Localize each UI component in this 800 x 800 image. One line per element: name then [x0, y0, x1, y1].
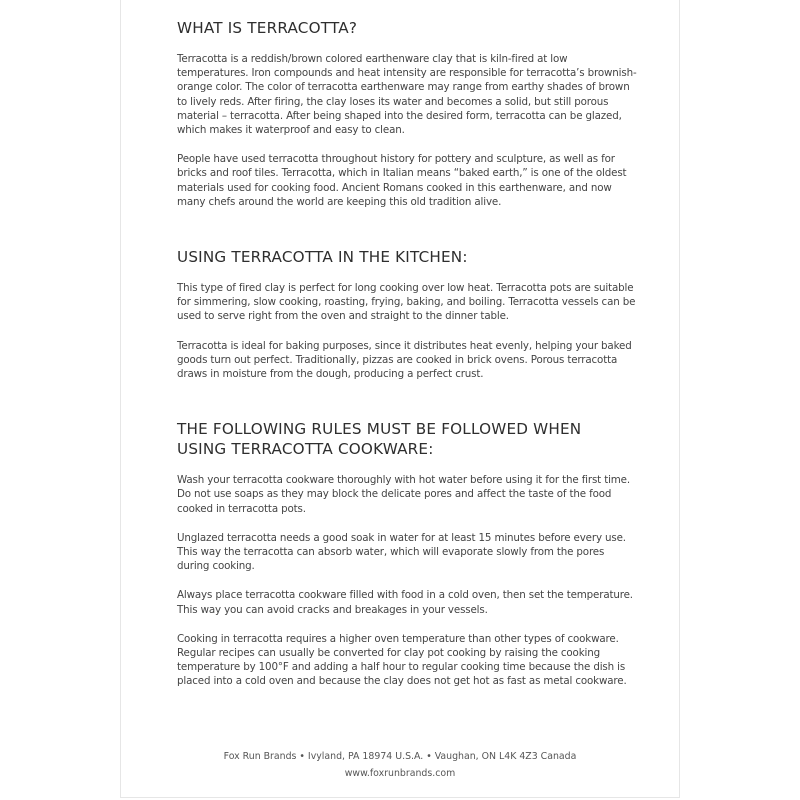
heading-line: USING TERRACOTTA IN THE KITCHEN: — [177, 248, 468, 267]
page-footer — [121, 748, 679, 782]
heading-what-is-terracotta — [177, 18, 639, 38]
heading-line: USING TERRACOTTA COOKWARE: — [177, 440, 434, 459]
heading-line: WHAT IS TERRACOTTA? — [177, 19, 358, 37]
document-page — [120, 0, 680, 798]
paragraph-rule-soaking: Unglazed terracotta needs a good soak in water for at least 15 minutes before every use. This way the terracotta can absorb water, which will evaporate slowly from the pores during cooking. — [177, 531, 626, 573]
paragraph-rule-oven-temperature: Cooking in terracotta requires a higher oven temperature than other types of cookware. Regular recipes can usually be converted for clay pot cooking by raising the cooking temperature by 100°F and adding a half hour to regular cooking time because the dish is placed into a cold oven and because the clay does not get hot as fast as metal cookware. — [177, 632, 627, 688]
heading-using-in-kitchen — [177, 247, 639, 267]
paragraph-rule-washing: Wash your terracotta cookware thoroughly with hot water before using it for the first time. Do not use soaps as they may block the delicate pores and affect the taste of the food cooked in terracotta pots. — [177, 474, 630, 515]
paragraph-low-heat-cooking: This type of fired clay is perfect for long cooking over low heat. Terracotta pots are suitable for simmering, slow cooking, roasting, frying, baking, and boiling. Terracotta vessels can be used to serve right from the oven and straight to the dinner table. — [177, 282, 636, 323]
document-content — [177, 18, 639, 704]
heading-line: THE FOLLOWING RULES MUST BE FOLLOWED WHEN — [177, 420, 582, 439]
paragraph-terracotta-history: People have used terracotta throughout history for pottery and sculpture, as well as for bricks and roof tiles. Terracotta, which in Italian means “baked earth,” is one of the oldest materials used for cooking food. Ancient Romans cooked in this earthenware, and now many chefs around the world are keeping this old tradition alive. — [177, 153, 627, 208]
paragraph-terracotta-definition: Terracotta is a reddish/brown colored earthenware clay that is kiln-fired at low temperatures. Iron compounds and heat intensity are responsible for terracotta’s brownish-orange color. The color of terracotta earthenware may range from earthy shades of brown to lively reds. After firing, the clay loses its water and becomes a solid, but still porous material – terracotta. After being shaped into the desired form, terracotta can be glazed, which makes it waterproof and easy to clean. — [177, 53, 637, 137]
heading-cookware-rules — [177, 419, 639, 459]
paragraph-rule-cold-oven: Always place terracotta cookware filled with food in a cold oven, then set the temperature. This way you can avoid cracks and breakages in your vessels. — [177, 589, 633, 616]
paragraph-baking: Terracotta is ideal for baking purposes, since it distributes heat evenly, helping your baked goods turn out perfect. Traditionally, pizzas are cooked in brick ovens. Porous terracotta draws in moisture from the dough, producing a perfect crust. — [177, 339, 632, 381]
footer-website: www.foxrunbrands.com — [344, 768, 456, 779]
footer-address: Fox Run Brands • Ivyland, PA 18974 U.S.A. • Vaughan, ON L4K 4Z3 Canada — [223, 751, 577, 762]
